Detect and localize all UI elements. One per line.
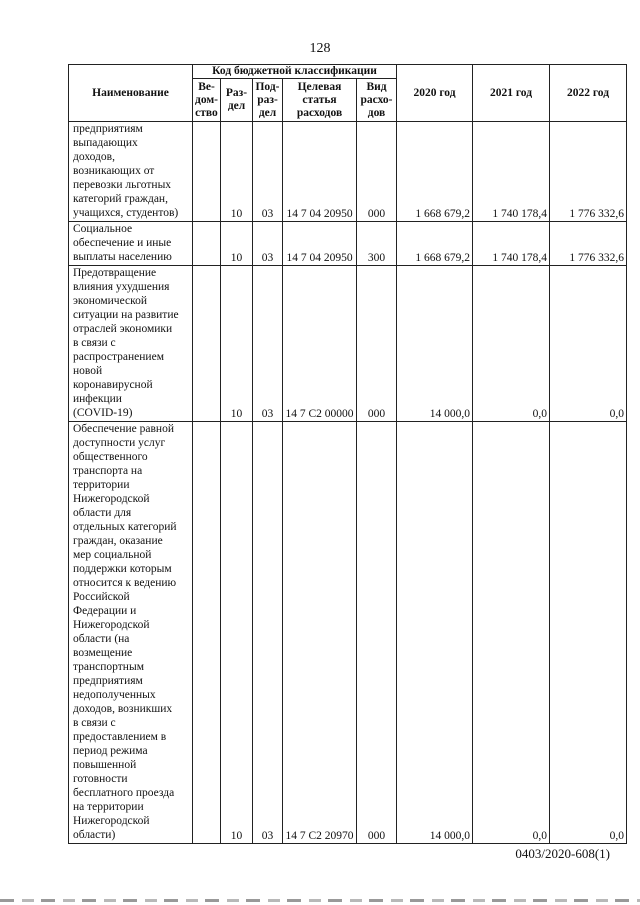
row-2022: 1 776 332,6 <box>550 222 627 266</box>
row-name: Предотвращение влияния ухудшения экономической ситуации на развитие отраслей экономики в связи с распространением новой коронавирусной инфекции (COVID-19) <box>69 266 193 422</box>
row-vedomstvo <box>193 122 221 222</box>
header-classification-group: Код бюджетной классификации <box>193 65 397 79</box>
header-name: Наименование <box>69 65 193 122</box>
row-target: 14 7 C2 20970 <box>283 422 357 844</box>
row-2021: 1 740 178,4 <box>473 222 550 266</box>
row-2020: 1 668 679,2 <box>397 122 473 222</box>
header-2020: 2020 год <box>397 65 473 122</box>
row-2021: 1 740 178,4 <box>473 122 550 222</box>
row-vid: 000 <box>357 422 397 844</box>
budget-table <box>68 64 627 844</box>
row-podrazdel: 03 <box>253 266 283 422</box>
row-razdel: 10 <box>221 222 253 266</box>
table-row <box>69 422 627 844</box>
row-podrazdel: 03 <box>253 422 283 844</box>
row-target: 14 7 C2 00000 <box>283 266 357 422</box>
row-razdel: 10 <box>221 122 253 222</box>
header-podrazdel: Под- раз- дел <box>253 79 283 122</box>
header-target-article: Целевая статья расходов <box>283 79 357 122</box>
table-row <box>69 222 627 266</box>
row-razdel: 10 <box>221 266 253 422</box>
row-2021: 0,0 <box>473 266 550 422</box>
row-razdel: 10 <box>221 422 253 844</box>
header-expense-type: Вид расхо- дов <box>357 79 397 122</box>
header-razdel: Раз- дел <box>221 79 253 122</box>
row-2020: 1 668 679,2 <box>397 222 473 266</box>
row-2022: 1 776 332,6 <box>550 122 627 222</box>
row-name: предприятиям выпадающих доходов, возникающих от перевозки льготных категорий граждан, учащихся, студентов) <box>69 122 193 222</box>
page-number: 128 <box>309 41 331 56</box>
row-name: Социальное обеспечение и иные выплаты населению <box>69 222 193 266</box>
row-2022: 0,0 <box>550 266 627 422</box>
row-2020: 14 000,0 <box>397 422 473 844</box>
row-2021: 0,0 <box>473 422 550 844</box>
row-vedomstvo <box>193 422 221 844</box>
row-target: 14 7 04 20950 <box>283 222 357 266</box>
header-vedomstvo: Ве- дом- ство <box>193 79 221 122</box>
document-code: 0403/2020-608(1) <box>515 846 610 861</box>
row-vedomstvo <box>193 266 221 422</box>
header-2021: 2021 год <box>473 65 550 122</box>
row-name: Обеспечение равной доступности услуг общественного транспорта на территории Нижегородской области для отдельных категорий граждан, оказание мер социальной поддержки которым относится к ведению Российской Федерации и Нижегородской области (на возмещение транспортным предприятиям недополученных доходов, возникших в связи с предоставлением в период режима повышенной готовности бесплатного проезда на территории Нижегородской области) <box>69 422 193 844</box>
scan-artifact-line <box>0 899 640 902</box>
row-2022: 0,0 <box>550 422 627 844</box>
row-vedomstvo <box>193 222 221 266</box>
row-2020: 14 000,0 <box>397 266 473 422</box>
table-row <box>69 266 627 422</box>
row-target: 14 7 04 20950 <box>283 122 357 222</box>
header-2022: 2022 год <box>550 65 627 122</box>
row-vid: 300 <box>357 222 397 266</box>
row-vid: 000 <box>357 122 397 222</box>
row-podrazdel: 03 <box>253 222 283 266</box>
row-vid: 000 <box>357 266 397 422</box>
row-podrazdel: 03 <box>253 122 283 222</box>
table-row <box>69 122 627 222</box>
